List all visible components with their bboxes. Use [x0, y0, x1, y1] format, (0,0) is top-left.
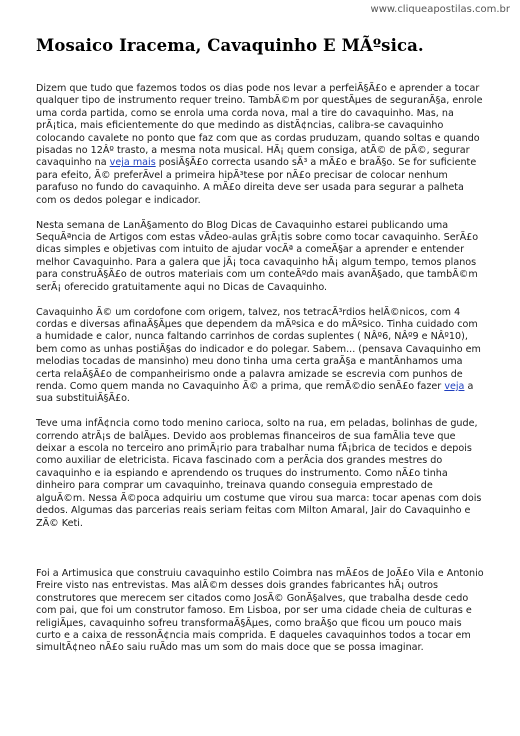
- paragraph-3: [36, 307, 484, 406]
- paragraph-2: Nesta semana de LanÃ§amento do Blog Dicas de Cavaquinho estarei publicando uma SequÃªncia de Artigos com estas vÃdeo-aulas grÃ¡tis sobre como tocar cavaquinho. SerÃ£o dicas simples e objetivas com intuito de ajudar vocÃª a comeÃ§ar a aprender e entender melhor Cavaquinho. Para a galera que jÃ¡ toca cavaquinho hÃ¡ algum tempo, temos planos para construÃ§Ã£o de outros materiais com um conteÃºdo mais avanÃ§ado, que tambÃ©m serÃ¡ oferecido gratuitamente aqui no Dicas de Cavaquinho.: [36, 219, 479, 293]
- paragraph-5: Foi a Artimusica que construiu cavaquinho estilo Coimbra nas mÃ£os de JoÃ£o Vila e Antonio Freire visto nas entrevistas. Mas alÃ©m desses dois grandes fabricantes hÃ¡ outros construtores que merecem ser citados como JosÃ© GonÃ§alves, que trabalha desde cedo com pai, que foi um construtor famoso. Em Lisboa, por ser uma cidade cheia de culturas e religiÃµes, cavaquinho sofreu transformaÃ§Ãµes, como braÃ§o que ficou um pouco mais curto e a caixa de ressonÃ¢ncia mais comprida. E daqueles cavaquinhos todos a tocar em simultÃ¢neo nÃ£o saiu ruÃdo mas um som do mais doce que se possa imaginar.: [36, 567, 484, 654]
- paragraph-1: [36, 83, 484, 207]
- veja-link[interactable]: veja: [444, 380, 465, 392]
- site-url: www.cliqueapostilas.com.br: [370, 4, 510, 15]
- paragraph-4: Teve uma infÃ¢ncia como todo menino carioca, solto na rua, em peladas, bolinhas de gude, correndo atrÃ¡s de balÃµes. Devido aos problemas financeiros de sua famÃlia teve que deixar a escola no terceiro ano primÃ¡rio para trabalhar numa fÃ¡brica de tecidos e depois como auxiliar de eletricista. Ficava fascinado com a perÃcia dos grandes mestres do cavaquinho e ia espiando e aprendendo os truques do instrumento. Como nÃ£o tinha dinheiro para comprar um cavaquinho, treinava quando conseguia emprestado de alguÃ©m. Nessa Ã©poca adquiriu um costume que virou sua marca: tocar apenas com dois dedos. Algumas das parcerias reais seriam feitas com Milton Amaral, Jair do Cavaquinho e ZÃ© Keti.: [36, 418, 482, 529]
- page-title: Mosaico Iracema, Cavaquinho E MÃºsica.: [36, 36, 424, 55]
- paragraph-1-text-start: Dizem que tudo que fazemos todos os dias pode nos levar a perfeiÃ§Ã£o e aprender a tocar qualquer tipo de instrumento requer treino. TambÃ©m por questÃµes de seguranÃ§a, enrole uma corda partida, como se enrola uma corda nova, mal a tire do cavaquinho. Mas, na prÃ¡tica, mais eficientemente do que medindo as distÃ¢ncias, calibra-se cavaquinho colocando cavalete no ponto que faz com que as cordas pruduzam, quando soltas e quando pisadas no 12Âº trasto, a mesma nota musical. HÃ¡ quem consiga, atÃ© de pÃ©, segurar cavaquinho na: [36, 83, 483, 169]
- paragraph-1-text-end: posiÃ§Ã£o correcta usando sÃ³ a mÃ£o e braÃ§o. Se for suficiente para efeito, Ã© preferÃvel a primeira hipÃ³tese por nÃ£o precisar de colocar nenhum parafuso no fundo do cavaquinho. A mÃ£o direita deve ser usada para segurar a palheta com os dedos polegar e indicador.: [36, 157, 477, 206]
- paragraph-3-text-end: a sua substituiÃ§Ã£o.: [36, 380, 474, 405]
- article-body: [36, 83, 484, 667]
- paragraph-3-text-start: Cavaquinho Ã© um cordofone com origem, talvez, nos tetracÃ³rdios helÃ©nicos, com 4 cordas e diversas afinaÃ§Ãµes que dependem da mÃºsica e do mÃºsico. Tinha cuidado com a humidade e calor, nunca faltando carrinhos de cordas suplentes ( NÂº6, NÂº9 e NÂº10), bem como as unhas postiÃ§as do indicador e do polegar. Sabem... (pensava Cavaquinho em melodias tocadas de mansinho) meu dono tinha uma certa graÃ§a e mantÃnhamos uma certa relaÃ§Ã£o de companheirismo onde a palavra amizade se escrevia com punhos de renda. Como quem manda no Cavaquinho Ã© a prima, que remÃ©dio senÃ£o fazer: [36, 306, 481, 392]
- veja-mais-link[interactable]: veja mais: [109, 157, 156, 169]
